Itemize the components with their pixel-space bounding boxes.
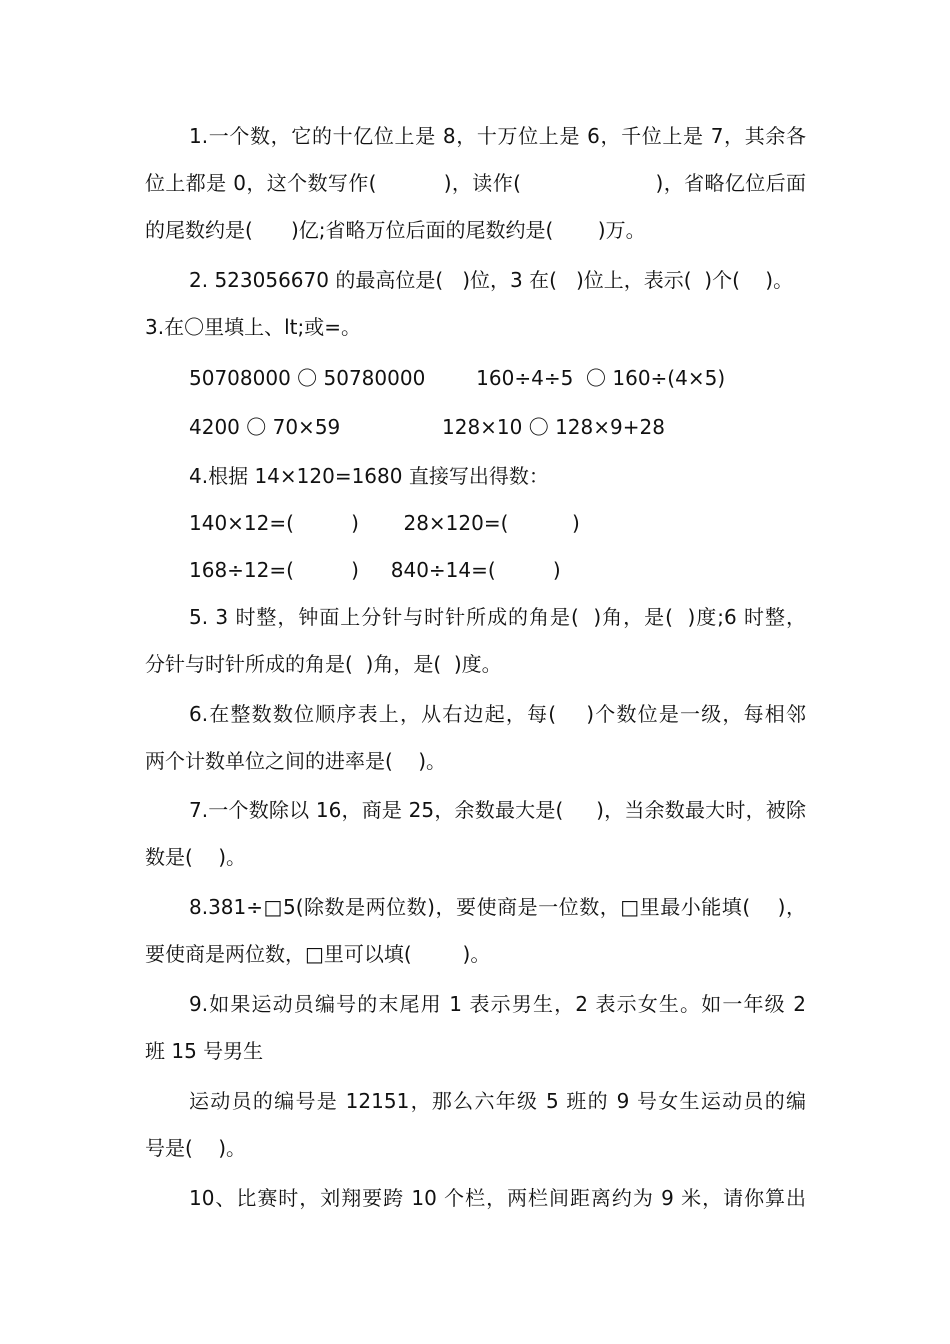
q4-row-1: 140×12=( ) 28×120=( ) [189, 511, 580, 535]
q5-line-2: 分针与时针所成的角是( )角，是( )度。 [145, 652, 502, 676]
q1-line-1: 1.一个数，它的十亿位上是 8，十万位上是 6，千位上是 7，其余各 [189, 124, 806, 148]
q3-instruction: 3.在〇里填上、lt;或=。 [145, 315, 361, 339]
q9-line-2: 班 15 号男生 [145, 1039, 264, 1063]
q6-line-2: 两个计数单位之间的进率是( )。 [145, 749, 447, 773]
q7-line-2: 数是( )。 [145, 845, 247, 869]
q1-line-3: 的尾数约是( )亿;省略万位后面的尾数约是( )万。 [145, 218, 646, 242]
q1-line-2: 位上都是 0，这个数写作( )，读作( )，省略亿位后面 [145, 171, 806, 195]
q4-instruction: 4.根据 14×120=1680 直接写出得数： [189, 464, 549, 488]
q4-row-2: 168÷12=( ) 840÷14=( ) [189, 558, 561, 582]
q3-row-2: 4200 〇 70×59 128×10 〇 128×9+28 [189, 415, 665, 439]
q3-row-1: 50708000 〇 50780000 160÷4÷5 〇 160÷(4×5) [189, 366, 726, 390]
q6-line-1: 6.在整数数位顺序表上，从右边起，每( )个数位是一级，每相邻 [189, 702, 806, 726]
q10-line-1: 10、比赛时，刘翔要跨 10 个栏，两栏间距离约为 9 米，请你算出 [189, 1186, 806, 1210]
q9-line-1: 9.如果运动员编号的末尾用 1 表示男生，2 表示女生。如一年级 2 [189, 992, 806, 1016]
q9-line-3: 运动员的编号是 12151，那么六年级 5 班的 9 号女生运动员的编 [189, 1089, 806, 1113]
q7-line-1: 7.一个数除以 16，商是 25，余数最大是( )，当余数最大时，被除 [189, 798, 806, 822]
q8-line-1: 8.381÷□5(除数是两位数)，要使商是一位数，□里最小能填( )， [189, 895, 806, 919]
q9-line-4: 号是( )。 [145, 1136, 247, 1160]
q2-line: 2. 523056670 的最高位是( )位，3 在( )位上，表示( )个( )。 [189, 268, 794, 292]
q5-line-1: 5. 3 时整，钟面上分针与时针所成的角是( )角，是( )度;6 时整， [189, 605, 806, 629]
q8-line-2: 要使商是两位数，□里可以填( )。 [145, 942, 491, 966]
